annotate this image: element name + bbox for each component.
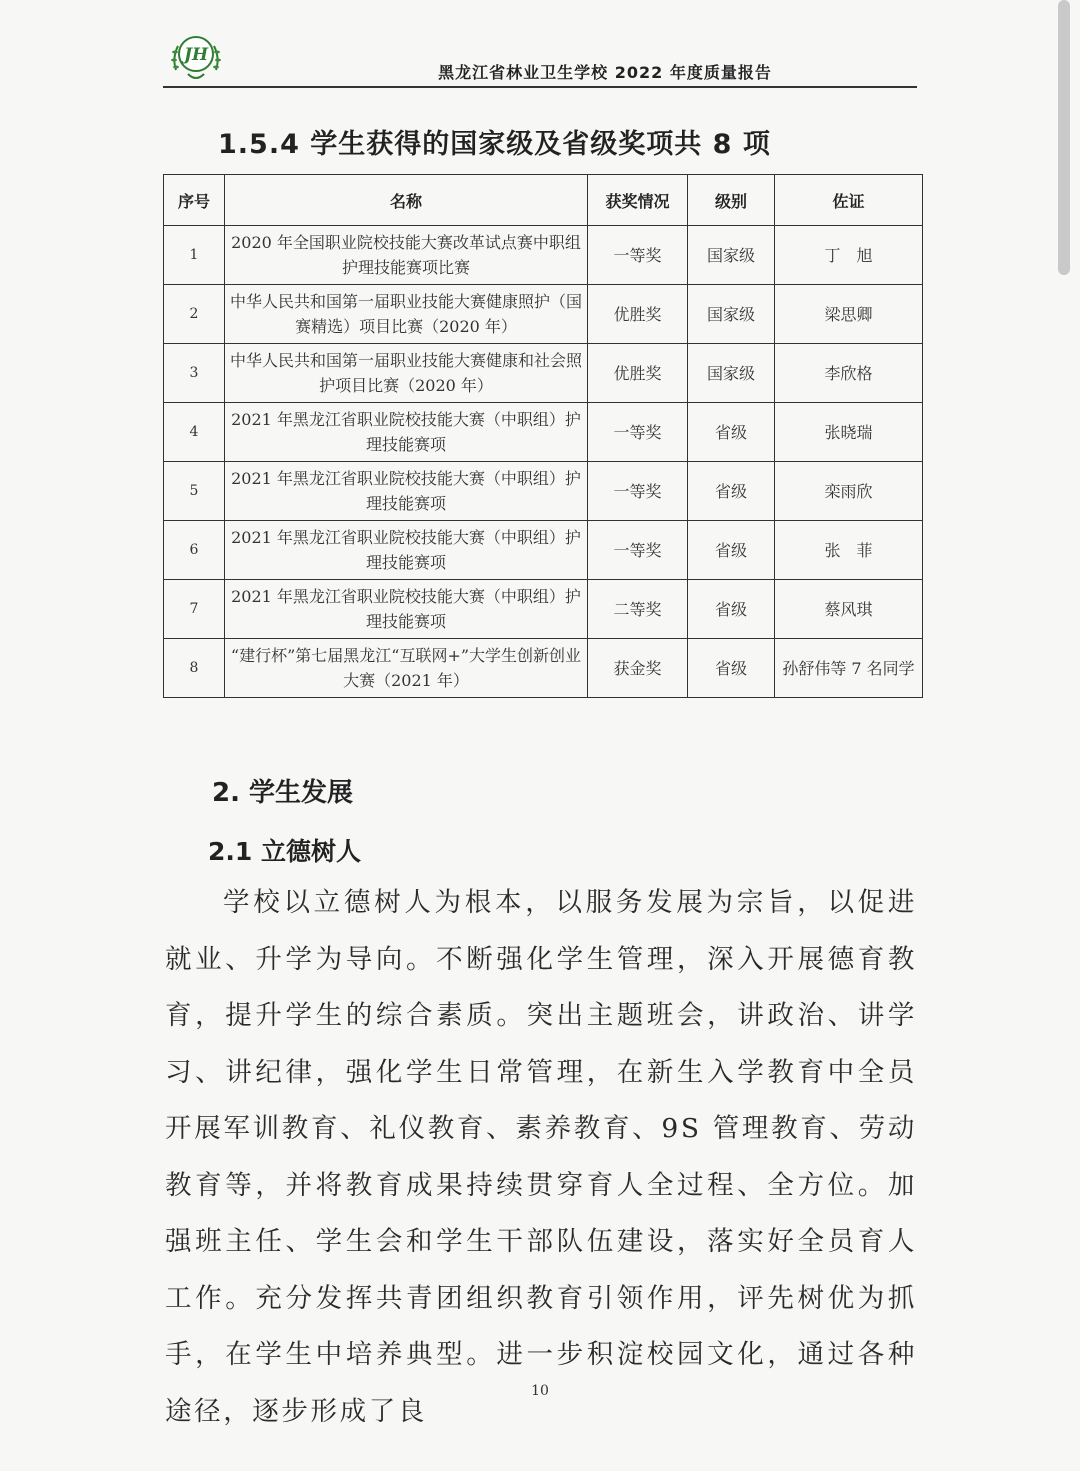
page-number: 10 (531, 1383, 549, 1399)
header-name: 名称 (225, 175, 588, 226)
body-paragraph: 学校以立德树人为根本，以服务发展为宗旨，以促进就业、升学为导向。不断强化学生管理，深入开展德育教育，提升学生的综合素质。突出主题班会，讲政治、讲学习、讲纪律，强化学生日常管理，在新生入学教育中全员开展军训教育、礼仪教育、素养教育、9S 管理教育、劳动教育等，并将教育成果持续贯穿育人全过程、全方位。加强班主任、学生会和学生干部队伍建设，落实好全员育人工作。充分发挥共青团组织教育引领作用，评先树优为抓手，在学生中培养典型。进一步积淀校园文化，通过各种途径，逐步形成了良 (165, 887, 917, 1427)
cell-level: 省级 (688, 521, 775, 580)
header-level: 级别 (688, 175, 775, 226)
header-divider (163, 86, 917, 88)
cell-no: 1 (164, 226, 225, 285)
cell-level: 国家级 (688, 344, 775, 403)
cell-proof: 李欣格 (775, 344, 923, 403)
cell-level: 国家级 (688, 285, 775, 344)
header-proof: 佐证 (775, 175, 923, 226)
cell-name: 中华人民共和国第一届职业技能大赛健康和社会照护项目比赛（2020 年） (225, 344, 588, 403)
cell-name: 中华人民共和国第一届职业技能大赛健康照护（国赛精选）项目比赛（2020 年） (225, 285, 588, 344)
scrollbar-thumb[interactable] (1058, 0, 1070, 275)
cell-proof: 丁 旭 (775, 226, 923, 285)
heading-moral-education: 2.1 立德树人 (208, 837, 361, 866)
cell-proof: 梁思卿 (775, 285, 923, 344)
cell-name: 2021 年黑龙江省职业院校技能大赛（中职组）护理技能赛项 (225, 580, 588, 639)
header-result: 获奖情况 (588, 175, 688, 226)
cell-proof: 张 菲 (775, 521, 923, 580)
cell-level: 省级 (688, 639, 775, 698)
cell-name: 2020 年全国职业院校技能大赛改革试点赛中职组护理技能赛项比赛 (225, 226, 588, 285)
table-row (164, 226, 923, 285)
table-row (164, 462, 923, 521)
table-row (164, 344, 923, 403)
cell-no: 5 (164, 462, 225, 521)
awards-table (163, 174, 923, 698)
cell-proof: 张晓瑞 (775, 403, 923, 462)
cell-proof: 栾雨欣 (775, 462, 923, 521)
header-no: 序号 (164, 175, 225, 226)
cell-result: 一等奖 (588, 521, 688, 580)
cell-no: 2 (164, 285, 225, 344)
cell-no: 8 (164, 639, 225, 698)
table-row (164, 285, 923, 344)
cell-no: 7 (164, 580, 225, 639)
table-row (164, 521, 923, 580)
cell-no: 4 (164, 403, 225, 462)
cell-result: 一等奖 (588, 226, 688, 285)
cell-result: 二等奖 (588, 580, 688, 639)
cell-result: 一等奖 (588, 462, 688, 521)
cell-name: 2021 年黑龙江省职业院校技能大赛（中职组）护理技能赛项 (225, 403, 588, 462)
svg-text:JH: JH (183, 45, 209, 65)
cell-result: 优胜奖 (588, 344, 688, 403)
cell-result: 获金奖 (588, 639, 688, 698)
cell-level: 省级 (688, 580, 775, 639)
cell-proof: 蔡风琪 (775, 580, 923, 639)
table-row (164, 639, 923, 698)
cell-level: 省级 (688, 462, 775, 521)
school-logo (168, 30, 224, 86)
cell-result: 优胜奖 (588, 285, 688, 344)
cell-name: 2021 年黑龙江省职业院校技能大赛（中职组）护理技能赛项 (225, 521, 588, 580)
cell-level: 国家级 (688, 226, 775, 285)
cell-name: “建行杯”第七届黑龙江“互联网+”大学生创新创业大赛（2021 年） (225, 639, 588, 698)
section-title: 1.5.4 学生获得的国家级及省级奖项共 8 项 (218, 129, 771, 160)
table-row (164, 403, 923, 462)
heading-student-development: 2. 学生发展 (212, 778, 354, 808)
table-header-row (164, 175, 923, 226)
table-row (164, 580, 923, 639)
cell-name: 2021 年黑龙江省职业院校技能大赛（中职组）护理技能赛项 (225, 462, 588, 521)
cell-no: 3 (164, 344, 225, 403)
cell-no: 6 (164, 521, 225, 580)
report-header-title: 黑龙江省林业卫生学校 2022 年度质量报告 (438, 63, 772, 82)
cell-result: 一等奖 (588, 403, 688, 462)
cell-proof: 孙舒伟等 7 名同学 (775, 639, 923, 698)
cell-level: 省级 (688, 403, 775, 462)
